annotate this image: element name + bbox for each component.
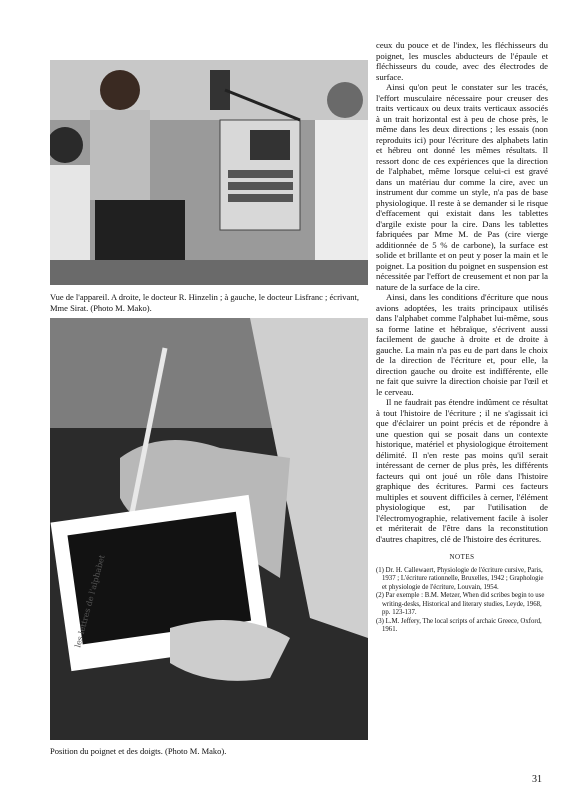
- photo-wrist-position: [50, 318, 368, 740]
- footnote: (3) L.M. Jeffery, The local scripts of archaic Greece, Oxford, 1961.: [376, 617, 542, 633]
- body-paragraph: Ainsi, dans les conditions d'écriture que nous avions adoptées, les traits principaux utilisés dans l'alphabet comme l'alphabet lui-même, sous sa forme latine et hébraïque, s'écrivent aussi facilement de gauche à droite et de droite à gauche. La main n'a pas eu de part dans le choix de la direction de l'écriture et, pour elle, la direction gauche ou droite est indifférente, elle ne fait que suivre la direction choisie par l'œil et le cerveau.: [376, 292, 548, 397]
- body-paragraph: Ainsi qu'on peut le constater sur les tracés, l'effort musculaire nécessaire pour creuser des traits verticaux ou deux traits verticaux associés à un trait horizontal est à peu de chose près, le même dans les deux directions ; les essais (non reproduits ici) pour l'écriture des alphabets latin et hébreu ont donné les mêmes résultats. Il ressort donc de ces expériences que la direction de l'alphabet, même lorsque celui-ci est gravé dans un matériau dur comme la cire, avec un instrument dur comme un style, n'a pas de base physiologique. Il reste à se demander si le risque d'effacement qui existait dans les tablettes d'argile existe pour la cire. Dans les tablettes fabriquées par Mme M. de Pas (cire vierge additionnée de 5 % de carbone), la surface est solide et brillante et on peut y poser la main et le poignet. La position du poignet en suspension est nécessitée par l'effort de creusement et non par la nature de la surface de la cire.: [376, 82, 548, 292]
- footnote: (1) Dr. H. Callewaert, Physiologie de l'écriture cursive, Paris, 1937 ; L'écriture rationnelle, Bruxelles, 1942 ; Graphologie et physiologie de l'écriture, Louvain, 1954.: [376, 566, 544, 591]
- caption-top: Vue de l'appareil. A droite, le docteur R. Hinzelin ; à gauche, le docteur Lisfranc ; écrivant, Mme Sirat. (Photo M. Mako).: [50, 292, 360, 313]
- body-paragraph: Il ne faudrait pas étendre indûment ce résultat à tout l'histoire de l'écriture ; il ne s'agissait ici que d'éclairer un point précis et de répondre à une question qui se posait dans un contexte historique, matériel et physiologique étroitement délimité. Il n'en reste pas moins qu'il serait intéressant de cerner de plus près, les différents facteurs qui ont joué un rôle dans l'histoire graphique des écritures. Parmi ces facteurs multiples et souvent difficiles à cerner, l'élément physiologique est, par l'utilisation de l'électromyographie, relativement facile à isoler et mériterait de l'être dans la reconstitution d'autres chapitres, clé de l'histoire des écritures.: [376, 397, 548, 544]
- tablet-handwriting: les lettres de l'alphabet: [73, 553, 107, 649]
- notes-heading: NOTES: [449, 553, 475, 561]
- article-column: [376, 40, 548, 635]
- page-number: 31: [532, 774, 542, 785]
- caption-bottom: Position du poignet et des doigts. (Photo M. Mako).: [50, 746, 227, 756]
- body-paragraph: ceux du pouce et de l'index, les fléchisseurs du poignet, les muscles abducteurs de l'épaule et fléchisseurs du coude, avec des électrodes de surface.: [376, 40, 548, 82]
- photo-apparatus: [50, 60, 368, 285]
- footnote: (2) Par exemple : B.M. Metzer, When did scribes begin to use writing-desks, Historical and literary studies, Leyde, 1968, pp. 123-137.: [376, 592, 545, 616]
